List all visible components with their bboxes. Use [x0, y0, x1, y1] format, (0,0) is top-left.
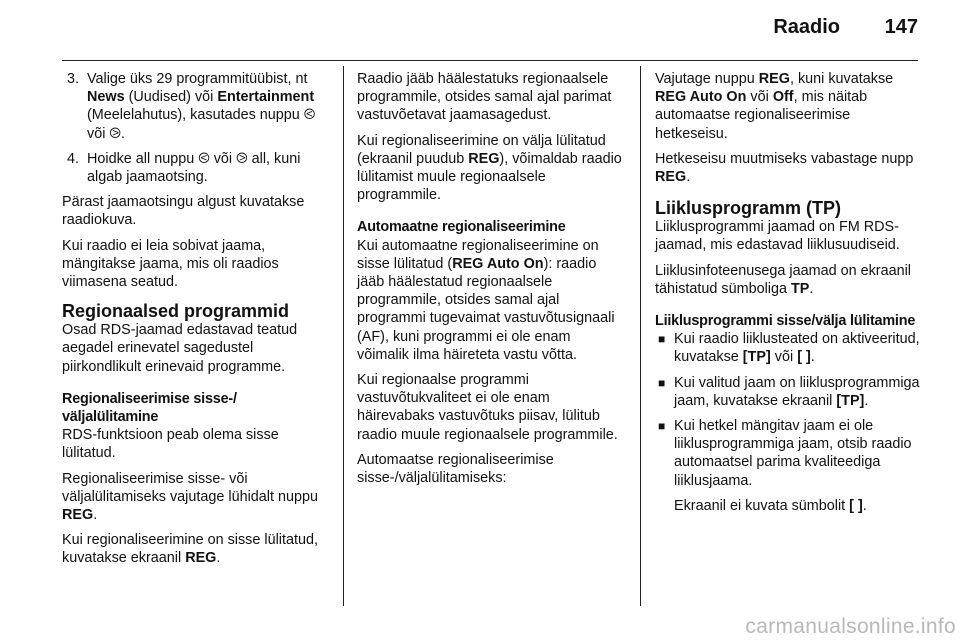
paragraph: RDS-funktsioon peab olema sisse lülitatud.	[62, 427, 279, 462]
seek-right-icon: ⧁	[236, 150, 248, 167]
page-number: 147	[884, 16, 918, 38]
paragraph: Ekraanil ei kuvata sümbolit [ ].	[674, 497, 867, 514]
watermark: carmanualsonline.info	[745, 615, 956, 638]
bullet-icon: ■	[658, 332, 666, 347]
paragraph: Automaatse regionaliseerimise sisse-/väljalülitamiseks:	[357, 451, 554, 487]
subheading-traffic-switch: Liiklusprogrammi sisse/välja lülitamine	[655, 313, 916, 330]
step-3: 3. Valige üks 29 programmitüübist, nt News (Uudised) või Entertainment (Meelelahutus), kasutades nuppu ⧀ või ⧁.	[67, 71, 316, 142]
subheading-regional-switch: Regionaliseerimise sisse-/ väljalülitamine	[62, 390, 237, 426]
paragraph: Hetkeseisu muutmiseks vabastage nupp REG.	[655, 150, 914, 186]
step-4: 4. Hoidke all nuppu ⧀ või ⧁ all, kuni algab jaamaotsing.	[67, 150, 301, 186]
paragraph: Kui regionaliseerimine on sisse lülitatud, kuvatakse ekraanil REG.	[62, 532, 318, 567]
page-header	[62, 0, 918, 61]
paragraph: Vajutage nuppu REG, kuni kuvatakse REG Auto On või Off, mis näitab automaatse regionaliseerimise hetkeseisu.	[655, 71, 894, 142]
list-item: ■ Kui hetkel mängitav jaam ei ole liiklusprogrammiga jaam, otsib raadio automaatsel parima kvaliteediga liiklusjaama.	[658, 418, 912, 489]
column-3	[655, 70, 923, 606]
paragraph: Regionaliseerimise sisse- või väljalülitamiseks vajutage lühidalt nuppu REG.	[62, 470, 318, 524]
paragraph: Kui automaatne regionaliseerimine on sisse lülitatud (REG Auto On): raadio jääb häälestatud regionaalsele programmile, otsides samal ajal programmi tugevaimat vastuvõtusignaali (AF), kuni programmi ei ole enam võimalik ilma häireteta vastu võtta.	[357, 237, 615, 363]
paragraph: Kui regionaliseerimine on välja lülitatud (ekraanil puudub REG), võimaldab raadio lülitamist muule regionaalsele programmile.	[357, 132, 622, 204]
paragraph: Liiklusinfoteenusega jaamad on ekraanil tähistatud sümboliga TP.	[655, 262, 912, 297]
paragraph: Osad RDS-jaamad edastavad teatud aegadel erinevatel sagedustel piirkondlikult erinevaid programme.	[62, 322, 298, 375]
bullet-icon: ■	[658, 375, 666, 390]
seek-left-icon: ⧀	[198, 150, 210, 167]
column-2	[357, 70, 625, 606]
paragraph: Kui raadio ei leia sobivat jaama, mängitakse jaama, mis oli raadios viimasena seatud.	[62, 237, 279, 291]
paragraph: Liiklusprogrammi jaamad on FM RDS-jaamad, mis edastavad liiklusuudiseid.	[655, 219, 900, 254]
paragraph: Kui regionaalse programmi vastuvõtukvaliteet ei ole enam häirevabaks vastuvõtuks piisav, lülitub raadio muule regionaalsele programmile.	[357, 372, 618, 443]
column-1	[62, 70, 332, 606]
column-divider-2	[640, 66, 641, 606]
paragraph: Raadio jääb häälestatuks regionaalsele programmile, otsides samal ajal parimat vastuvõetavat jaamasagedust.	[357, 71, 612, 124]
column-divider-1	[343, 66, 344, 606]
section-heading-traffic: Liiklusprogramm (TP)	[655, 198, 842, 219]
seek-right-icon: ⧁	[109, 125, 121, 142]
list-item: ■ Kui raadio liiklusteated on aktiveeritud, kuvatakse [TP] või [ ].	[658, 331, 920, 366]
paragraph: Pärast jaamaotsingu algust kuvatakse raadiokuva.	[62, 194, 305, 229]
bullet-icon: ■	[658, 419, 666, 434]
seek-left-icon: ⧀	[303, 107, 316, 124]
section-heading-regional: Regionaalsed programmid	[62, 301, 290, 322]
page-title: Raadio	[773, 16, 840, 38]
list-item: ■ Kui valitud jaam on liiklusprogrammiga jaam, kuvatakse ekraanil [TP].	[658, 374, 920, 409]
subheading-auto-regional: Automaatne regionaliseerimine	[357, 219, 566, 236]
